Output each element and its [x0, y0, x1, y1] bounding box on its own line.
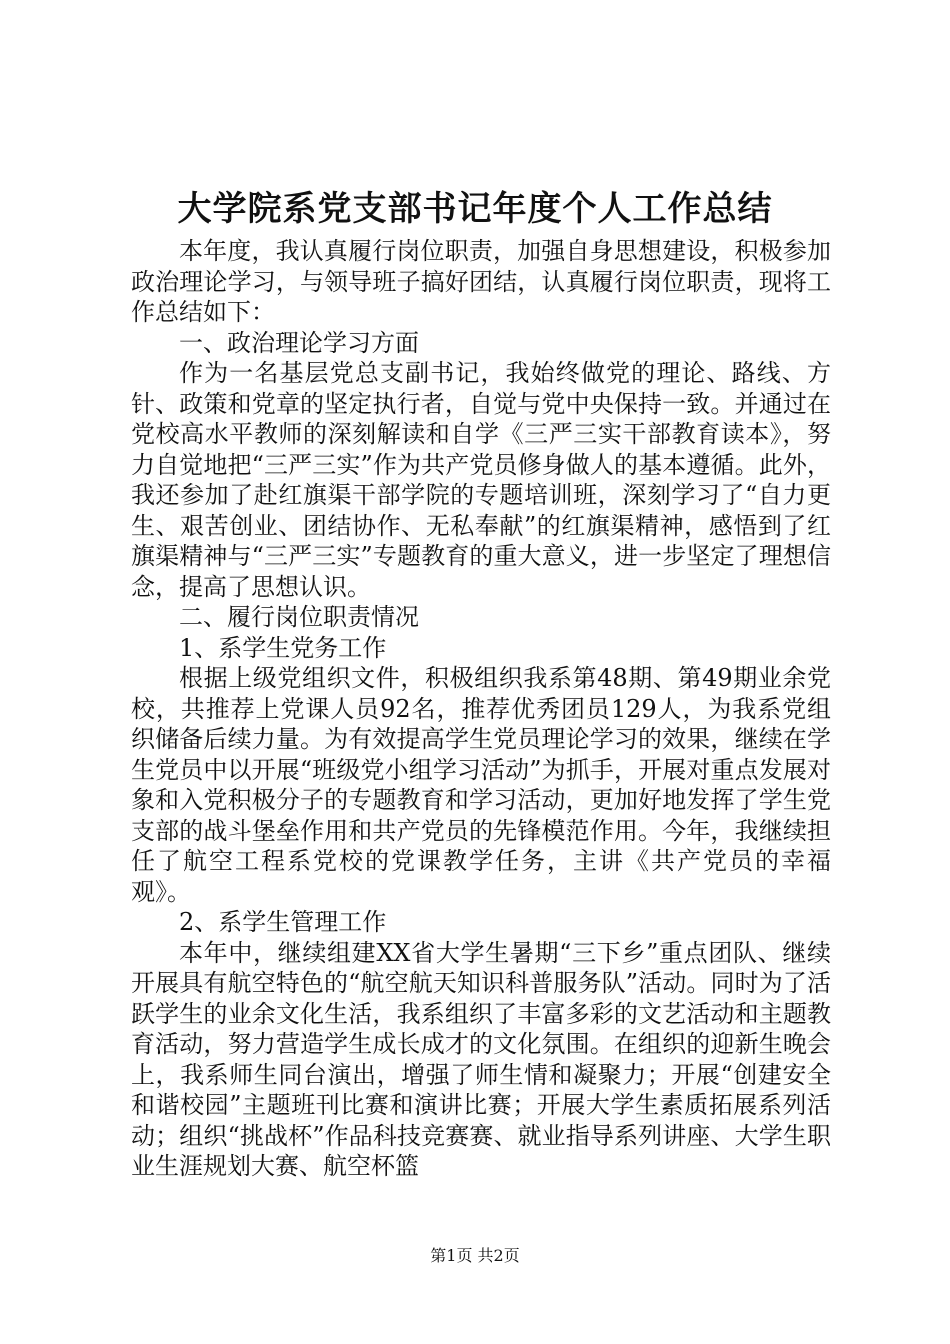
intro-paragraph: 本年度，我认真履行岗位职责，加强自身思想建设，积极参加政治理论学习，与领导班子搞好团结，认真履行岗位职责，现将工作总结如下： [131, 237, 831, 326]
political-study-paragraph: 作为一名基层党总支副书记，我始终做党的理论、路线、方针、政策和党章的坚定执行者，自觉与党中央保持一致。并通过在党校高水平教师的深刻解读和自学《三严三实干部教育读本》，努力自觉地把“三严三实”作为共产党员修身做人的基本遵循。此外，我还参加了赴红旗渠干部学院的专题培训班，深刻学习了“自力更生、艰苦创业、团结协作、无私奉献”的红旗渠精神，感悟到了红旗渠精神与“三严三实”专题教育的重大意义，进一步坚定了理想信念，提高了思想认识。 [131, 359, 831, 601]
section-heading-duties: 二、履行岗位职责情况 [179, 603, 419, 631]
document-body [131, 236, 831, 1182]
subheading-student-management: 2、系学生管理工作 [179, 908, 387, 936]
section-heading-political-study: 一、政治理论学习方面 [179, 328, 419, 357]
page-footer: 第1页 共2页 [430, 1246, 520, 1265]
subheading-party-affairs: 1、系学生党务工作 [179, 633, 387, 662]
student-management-paragraph: 本年中，继续组建XX省大学生暑期“三下乡”重点团队、继续开展具有航空特色的“航空航天知识科普服务队”活动。同时为了活跃学生的业余文化生活，我系组织了丰富多彩的文艺活动和主题教育活动，努力营造学生成长成才的文化氛围。在组织的迎新生晚会上，我系师生同台演出，增强了师生情和凝聚力；开展“创建安全和谐校园”主题班刊比赛和演讲比赛；开展大学生素质拓展系列活动；组织“挑战杯”作品科技竞赛赛、就业指导系列讲座、大学生职业生涯规划大赛、航空杯篮 [131, 938, 831, 1180]
document-title: 大学院系党支部书记年度个人工作总结 [177, 189, 773, 229]
party-affairs-paragraph: 根据上级党组织文件，积极组织我系第48期、第49期业余党校，共推荐上党课人员92名，推荐优秀团员129人，为我系党组织储备后续力量。为有效提高学生党员理论学习的效果，继续在学生党员中以开展“班级党小组学习活动”为抓手，开展对重点发展对象和入党积极分子的专题教育和学习活动，更加好地发挥了学生党支部的战斗堡垒作用和共产党员的先锋模范作用。今年，我继续担任了航空工程系党校的党课教学任务，主讲《共产党员的幸福观》。 [131, 664, 831, 906]
